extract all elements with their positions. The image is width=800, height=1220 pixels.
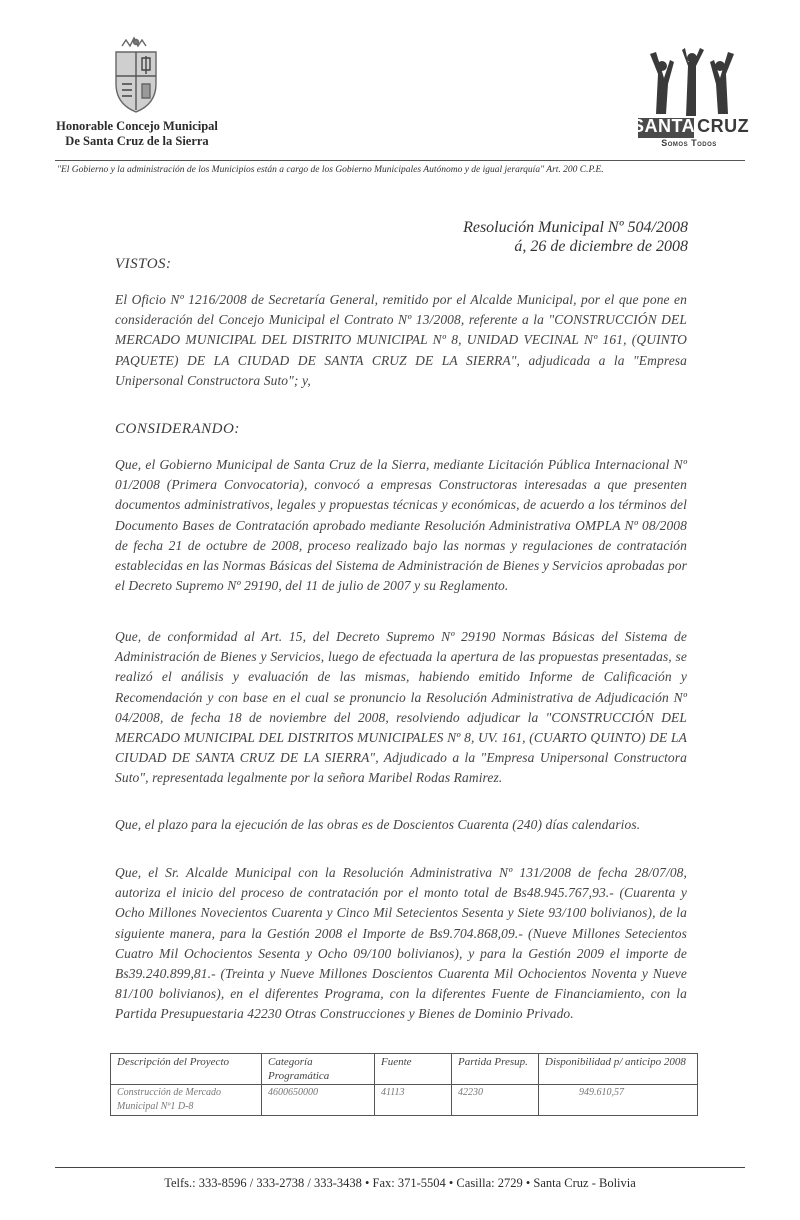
table-header-cell: Descripción del Proyecto bbox=[111, 1054, 262, 1085]
resolution-date: á, 26 de diciembre de 2008 bbox=[514, 238, 688, 255]
constitution-quote: "El Gobierno y la administración de los Municipios están a cargo de los Gobierno Municipales Autónomo y de igual jerarquía" Art. 200 C.P.E. bbox=[57, 165, 604, 175]
table-cell: 42230 bbox=[452, 1085, 539, 1116]
section-heading-considerando: CONSIDERANDO: bbox=[115, 421, 240, 437]
resolution-title: Resolución Municipal Nº 504/2008 bbox=[463, 219, 688, 236]
council-name bbox=[52, 119, 222, 149]
municipal-crest-icon bbox=[108, 36, 164, 116]
paragraph-considerando-2: Que, de conformidad al Art. 15, del Decreto Supremo Nº 29190 Normas Básicas del Sistema de Administración de Bienes y Servicios, luego de efectuada la apertura de las propuestas presentadas, se realizó el análisis y evaluación de las mismas, habiendo emitido Informe de Calificación y Recomendación y con base en el cual se pronuncio la Resolución Administrativa de Adjudicación Nº 04/2008, de fecha 18 de noviembre del 2008, resolviendo adjudicar la "CONSTRUCCIÓN DEL MERCADO MUNICIPAL DEL DISTRITOS MUNICIPALES Nº 8, UV. 161, (CUARTO QUINTO) DE LA CIUDAD DE SANTA CRUZ DE LA SIERRA", Adjudicado a la "Empresa Unipersonal Constructora Suto", representada legalmente por la señora Maribel Rodas Ramirez. bbox=[115, 629, 687, 786]
table-header-cell: Partida Presup. bbox=[452, 1054, 539, 1085]
table-header-cell: Disponibilidad p/ anticipo 2008 bbox=[539, 1054, 698, 1085]
footer-contact: Telfs.: 333-8596 / 333-2738 / 333-3438 • Fax: 371-5504 • Casilla: 2729 • Santa Cruz - Bolivia bbox=[164, 1176, 636, 1190]
table-cell: Construcción de Mercado Municipal Nº1 D-8 bbox=[111, 1085, 262, 1116]
table-cell: 949.610,57 bbox=[539, 1085, 698, 1116]
logo-word-santa: SANTA bbox=[632, 116, 696, 136]
section-heading-vistos: VISTOS: bbox=[115, 256, 172, 272]
table-header-cell: Categoría Programática bbox=[262, 1054, 375, 1085]
footer-divider bbox=[55, 1167, 745, 1168]
paragraph-considerando-4: Que, el Sr. Alcalde Municipal con la Resolución Administrativa Nº 131/2008 de fecha 28/07/08, autoriza el inicio del proceso de contratación por el monto total de Bs48.945.767,93.- (Cuarenta y Ocho Millones Novecientos Cuarenta y Cinco Mil Setecientos Sesenta y Siete 93/100 bolivianos), de la siguiente manera, para la Gestión 2008 el Importe de Bs9.704.868,09.- (Nueve Millones Setecientos Cuatro Mil Ochocientos Sesenta y Ocho 09/100 bolivianos), y para la Gestión 2009 el importe de Bs39.240.899,81.- (Treinta y Nueve Millones Doscientos Cuarenta Mil Ochocientos Noventa y Nueve 81/100 bolivianos), en el diferentes Programa, con la diferentes Fuente de Financiamiento, con la Partida Presupuestaria 42230 Otras Construcciones y Bienes de Dominio Privado. bbox=[115, 865, 687, 1022]
table-cell: 41113 bbox=[375, 1085, 452, 1116]
paragraph-vistos: El Oficio Nº 1216/2008 de Secretaría General, remitido por el Alcalde Municipal, por el que pone en consideración del Concejo Municipal el Contrato Nº 13/2008, referente a la "CONSTRUCCIÓN DEL MERCADO MUNICIPAL DEL DISTRITO MUNICIPAL Nº 8, UNIDAD VECINAL Nº 161, (QUINTO PAQUETE) DE LA CIUDAD DE SANTA CRUZ DE LA SIERRA", adjudicada a la "Empresa Unipersonal Constructora Suto"; y, bbox=[115, 292, 687, 388]
council-name-line2: De Santa Cruz de la Sierra bbox=[65, 134, 209, 148]
paragraph-considerando-3: Que, el plazo para la ejecución de las obras es de Doscientos Cuarenta (240) días calendarios. bbox=[115, 817, 641, 832]
people-figures-icon bbox=[640, 48, 740, 120]
table-row bbox=[111, 1085, 698, 1116]
table-header-row bbox=[111, 1054, 698, 1085]
santa-cruz-logo bbox=[630, 48, 748, 152]
paragraph-considerando-1: Que, el Gobierno Municipal de Santa Cruz de la Sierra, mediante Licitación Pública Internacional Nº 01/2008 (Primera Convocatoria), convocó a empresas Constructoras interesadas a que presenten documentos administrativos, legales y propuestas técnicas y económicas, de acuerdo a los términos del Documento Bases de Contratación aprobado mediante Resolución Administrativa OMPLA Nº 08/2008 de fecha 21 de octubre de 2008, proceso realizado bajo las normas y regulaciones de contratación establecidas en las Normas Básicas del Sistema de Administración de Bienes y Servicios aprobadas por el Decreto Supremo Nº 29190, del 11 de julio de 2007 y su Reglamento. bbox=[115, 457, 687, 594]
budget-table bbox=[110, 1053, 698, 1116]
table-header-cell: Fuente bbox=[375, 1054, 452, 1085]
header-divider bbox=[55, 160, 745, 161]
council-name-line1: Honorable Concejo Municipal bbox=[56, 119, 218, 133]
logo-word-cruz: CRUZ bbox=[697, 116, 750, 136]
logo-tagline: Somos Todos bbox=[661, 138, 717, 148]
table-cell: 4600650000 bbox=[262, 1085, 375, 1116]
logo-wordmark bbox=[630, 116, 748, 137]
